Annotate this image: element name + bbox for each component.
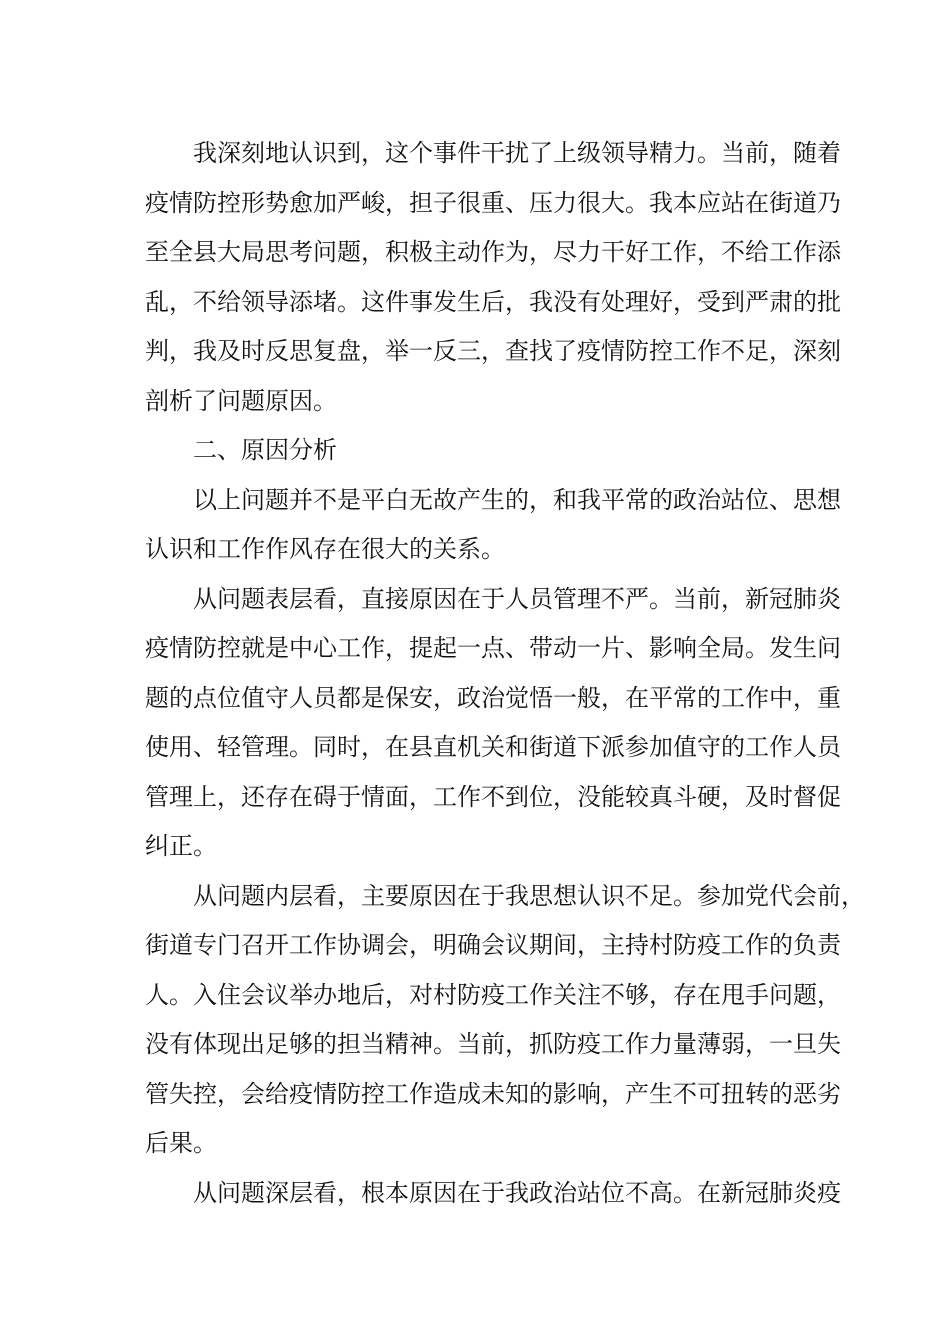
text-line: 疫情防控就是中心工作，提起一点、带动一片、影响全局。发生问 xyxy=(145,634,841,662)
text-line: 至全县大局思考问题，积极主动作为，尽力干好工作，不给工作添 xyxy=(145,238,841,266)
paragraph-intro xyxy=(145,476,841,575)
text-line: 管理上，还存在碍于情面，工作不到位，没能较真斗硬，及时督促 xyxy=(145,782,841,811)
heading-text: 二、原因分析 xyxy=(193,436,337,464)
paragraph-deep-cause xyxy=(145,1169,841,1219)
text-line: 疫情防控形势愈加严峻，担子很重、压力很大。我本应站在街道乃 xyxy=(145,188,841,217)
section-heading xyxy=(145,426,821,476)
text-line: 以上问题并不是平白无故产生的，和我平常的政治站位、思想 xyxy=(193,485,841,514)
text-line: 后果。 xyxy=(145,1129,217,1157)
text-line: 从问题内层看，主要原因在于我思想认识不足。参加党代会前， xyxy=(193,881,865,910)
text-line: 人。入住会议举办地后，对村防疫工作关注不够，存在甩手问题， xyxy=(145,980,841,1009)
text-line: 题的点位值守人员都是保安，政治觉悟一般，在平常的工作中，重 xyxy=(145,683,841,712)
paragraph-awareness xyxy=(145,129,841,426)
text-line: 从问题深层看，根本原因在于我政治站位不高。在新冠肺炎疫 xyxy=(193,1178,841,1207)
text-line: 管失控，会给疫情防控工作造成未知的影响，产生不可扭转的恶劣 xyxy=(145,1079,841,1108)
text-line: 乱，不给领导添堵。这件事发生后，我没有处理好，受到严肃的批 xyxy=(145,287,841,316)
text-line: 纠正。 xyxy=(145,832,217,860)
paragraph-surface-cause xyxy=(145,575,841,872)
text-line: 认识和工作作风存在很大的关系。 xyxy=(145,535,505,563)
text-line: 从问题表层看，直接原因在于人员管理不严。当前，新冠肺炎 xyxy=(193,584,841,613)
text-line: 街道专门召开工作协调会，明确会议期间，主持村防疫工作的负责 xyxy=(145,931,841,959)
document-body xyxy=(145,129,865,1218)
paragraph-inner-cause xyxy=(145,872,865,1169)
text-line: 判，我及时反思复盘，举一反三，查找了疫情防控工作不足，深刻 xyxy=(145,337,841,365)
text-line: 没有体现出足够的担当精神。当前，抓防疫工作力量薄弱，一旦失 xyxy=(145,1030,841,1058)
text-line: 我深刻地认识到，这个事件干扰了上级领导精力。当前，随着 xyxy=(193,139,841,167)
text-line: 剖析了问题原因。 xyxy=(145,386,337,415)
text-line: 使用、轻管理。同时，在县直机关和街道下派参加值守的工作人员 xyxy=(145,733,841,761)
